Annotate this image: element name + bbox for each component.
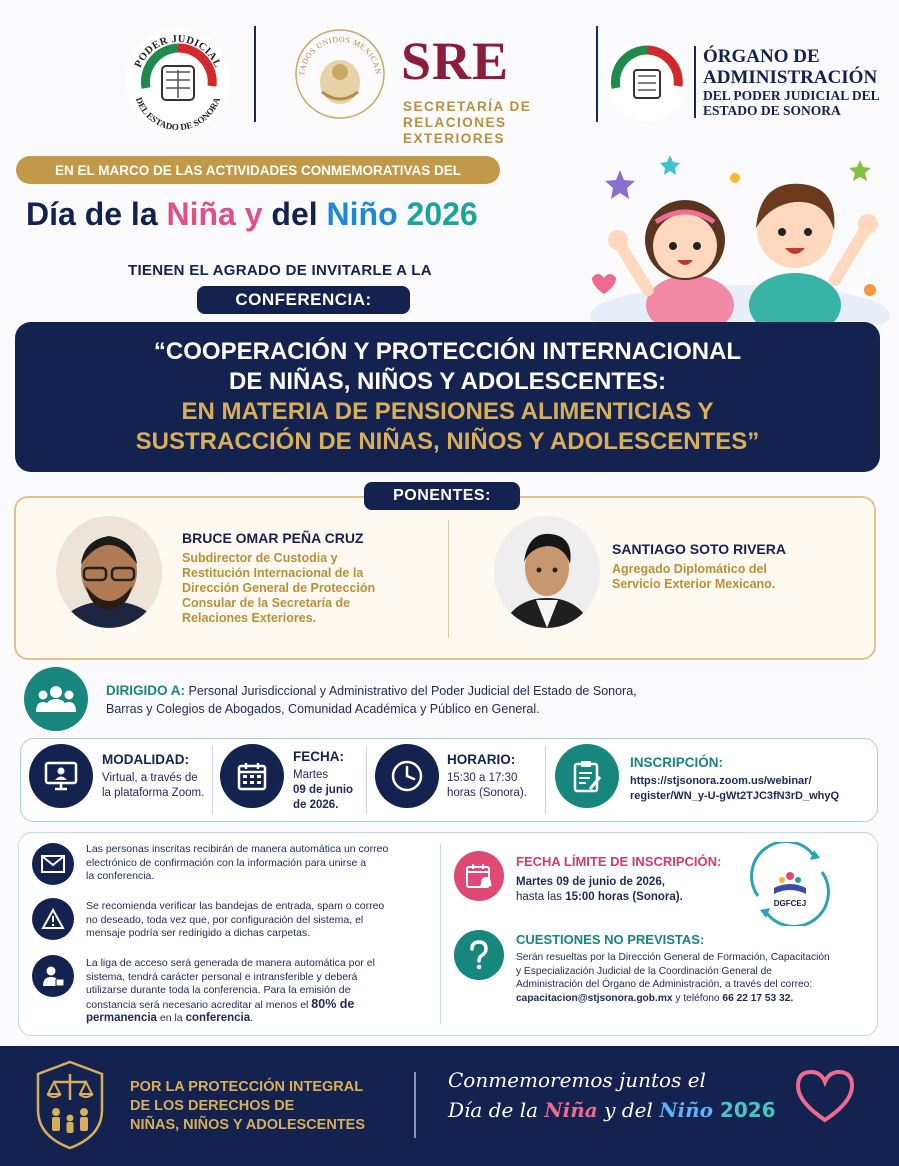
clipboard-icon (555, 744, 619, 808)
fecha-label: FECHA: (293, 749, 344, 764)
calendar-alarm-icon (454, 851, 504, 901)
organo-seal-logo (606, 40, 688, 122)
note-2-line2: no deseado, toda vez que, por configuración del sistema, el (86, 913, 364, 926)
deadline-section (516, 854, 738, 905)
footer-left-line2: DE LOS DERECHOS DE (130, 1098, 295, 1114)
event-title-del: del (271, 196, 327, 232)
deadline-line2-pre: hasta las (516, 891, 566, 903)
contact-phone: 66 22 17 53 32. (722, 992, 794, 1004)
audience-icon (24, 667, 88, 731)
pjes-seal-bottom-text: DEL ESTADO DE SONORA (133, 95, 223, 133)
event-title-year: 2026 (397, 196, 478, 232)
horario-line1: 15:30 a 17:30 (447, 772, 518, 784)
conference-title-line4: SUSTRACCIÓN DE NIÑAS, NIÑOS Y ADOLESCENTES” (135, 428, 760, 455)
deadline-line1: Martes 09 de junio de 2026, (516, 876, 665, 888)
note-3-line4-text: constancia será necesario acreditar al menos el (86, 998, 312, 1011)
details-divider (212, 746, 213, 814)
footer-right-text (448, 1068, 776, 1122)
footer-right-year: 2026 (712, 1098, 776, 1122)
monitor-icon (29, 744, 93, 808)
horario-line2: horas (Sonora). (447, 787, 527, 799)
cuestiones-line3: Administración del Órgano de Administración, a través del correo: (516, 979, 813, 990)
event-title-nina: Niña (166, 196, 236, 232)
sre-line-1: SECRETARÍA DE (403, 99, 532, 114)
speaker-1-info (182, 530, 422, 626)
registration-link-line1[interactable]: https://stjsonora.zoom.us/webinar/ (630, 775, 812, 787)
details-divider (545, 746, 546, 814)
envelope-icon (32, 843, 74, 885)
deadline-label: FECHA LÍMITE DE INSCRIPCIÓN: (516, 854, 722, 869)
note-3-line5-bold2: conferencia (185, 1012, 251, 1024)
fecha-line1: Martes (293, 769, 329, 781)
details-divider (366, 746, 367, 814)
note-3-line2: sistema, tendrá carácter personal e intransferible y deberá (86, 970, 358, 983)
event-title-part1: Día de la (26, 196, 167, 232)
speakers-label: PONENTES: (364, 482, 520, 510)
note-3-line5-mid: en la (156, 1012, 186, 1024)
speaker-2-name: SANTIAGO SOTO RIVERA (612, 541, 786, 557)
dirigido-label: DIRIGIDO A: (106, 683, 185, 698)
notes-divider (440, 844, 441, 1024)
cuestiones-section (516, 932, 872, 1005)
header-divider (254, 26, 256, 122)
org-divider (694, 46, 696, 118)
cuestiones-line1: Serán resueltas por la Dirección General de Formación, Capacitación (516, 952, 830, 963)
footer-right-line1: Conmemoremos juntos el (448, 1068, 706, 1092)
conference-title-line1: “COOPERACIÓN Y PROTECCIÓN INTERNACIONAL (153, 338, 742, 365)
pjes-seal-top-text: PODER JUDICIAL (133, 33, 223, 70)
speakers-divider (448, 520, 449, 638)
deadline-line2-bold: 15:00 horas (Sonora). (565, 891, 683, 903)
warning-icon (32, 898, 74, 940)
fecha-section (293, 749, 365, 813)
speaker-1-photo (56, 516, 162, 628)
footer-left-line3: NIÑAS, NIÑOS Y ADOLESCENTES (130, 1117, 365, 1133)
inscripcion-section (630, 755, 876, 804)
note-3-line1: La liga de acceso será generada de manera automática por el (86, 957, 375, 969)
modalidad-section (102, 752, 214, 801)
sre-line-2: RELACIONES (403, 115, 507, 130)
dirigido-line2: Barras y Colegios de Abogados, Comunidad Académica y Público en General. (106, 702, 540, 716)
event-title-y: y (235, 196, 272, 232)
note-3-line4-bold: 80% de (311, 996, 355, 1011)
footer-right-dia: Día de la (448, 1098, 545, 1122)
org-line-1: ÓRGANO DE (703, 46, 820, 67)
invite-text: TIENEN EL AGRADO DE INVITARLE A LA (128, 262, 432, 279)
speaker-1-role-line1: Subdirector de Custodia y (182, 551, 338, 565)
user-lock-icon (32, 955, 74, 997)
clock-icon (375, 744, 439, 808)
note-1-line1: Las personas inscritas recibirán de manera automática un correo (86, 843, 389, 855)
conference-label: CONFERENCIA: (197, 286, 410, 314)
event-title-nino: Niño (326, 196, 398, 232)
note-1-line3: la conferencia. (86, 870, 155, 882)
speaker-2-photo (494, 516, 600, 628)
sre-line-3: EXTERIORES (403, 131, 506, 146)
pjes-seal-logo (124, 26, 232, 134)
footer-right-ydel: y del (597, 1098, 660, 1122)
org-line-4: ESTADO DE SONORA (703, 103, 841, 118)
marco-banner: EN EL MARCO DE LAS ACTIVIDADES CONMEMORATIVAS DEL (16, 156, 500, 184)
dgfcej-logo-text: DGFCEJ (773, 899, 807, 908)
header-divider (596, 26, 598, 122)
note-1-line2: electrónico de confirmación con la información para unirse a (86, 856, 367, 869)
heart-icon (794, 1068, 856, 1126)
speaker-1-name: BRUCE OMAR PEÑA CRUZ (182, 530, 364, 546)
note-3-line5-end: . (250, 1012, 254, 1024)
note-3-line3: utilizarse durante toda la conferencia. Para la emisión de (86, 984, 351, 996)
conference-title-line2: DE NIÑAS, NIÑOS Y ADOLESCENTES: (229, 368, 666, 395)
note-2-line1: Se recomienda verificar las bandejas de entrada, spam o correo (86, 900, 385, 912)
dirigido-line1: Personal Jurisdiccional y Administrativo del Poder Judicial del Estado de Sonora, (188, 684, 637, 698)
footer-left-text (130, 1078, 365, 1135)
speaker-1-role-line2: Restitución Internacional de la (182, 566, 364, 580)
note-2 (86, 900, 426, 941)
mexico-coat-of-arms-logo (292, 26, 388, 122)
note-2-line3: mensaje podría ser redirigido a dichas carpetas. (86, 927, 311, 939)
question-icon (454, 930, 504, 980)
footer-divider (414, 1072, 416, 1138)
dgfcej-logo (744, 842, 836, 926)
note-1 (86, 843, 426, 884)
fecha-line3: de 2026. (293, 799, 339, 811)
speaker-2-role-line2: Servicio Exterior Mexicano. (612, 577, 776, 591)
horario-section (447, 752, 545, 801)
cuestiones-line2: y Especialización Judicial de la Coordinación General de (516, 965, 772, 977)
footer-right-nino: Niño (659, 1098, 713, 1122)
footer-left-line1: POR LA PROTECCIÓN INTEGRAL (130, 1079, 364, 1095)
mexico-seal-text: TADOS UNIDOS MEXICAN (297, 34, 383, 77)
sre-logo: SRE (401, 31, 510, 91)
children-illustration (580, 150, 890, 325)
conference-title-box (15, 322, 880, 472)
org-line-3: DEL PODER JUDICIAL DEL (703, 88, 880, 103)
calendar-icon (220, 744, 284, 808)
dirigido-section (106, 682, 886, 718)
contact-email[interactable]: capacitacion@stjsonora.gob.mx (516, 992, 673, 1004)
modalidad-line2: la plataforma Zoom. (102, 787, 205, 799)
sre-subtitle (403, 99, 531, 147)
cuestiones-mid: y teléfono (672, 992, 723, 1004)
event-title (26, 196, 478, 233)
header (0, 0, 899, 150)
conference-title-line3: EN MATERIA DE PENSIONES ALIMENTICIAS Y (181, 398, 714, 425)
note-3-line5-bold1: permanencia (86, 1012, 157, 1024)
justice-scales-family-icon (34, 1060, 106, 1150)
speaker-2-info (612, 541, 852, 592)
cuestiones-label: CUESTIONES NO PREVISTAS: (516, 932, 705, 947)
fecha-line2: 09 de junio (293, 784, 354, 796)
speaker-2-role-line1: Agregado Diplomático del (612, 562, 767, 576)
speaker-1-role-line4: Consular de la Secretaría de (182, 596, 351, 610)
organo-title (703, 46, 880, 118)
horario-label: HORARIO: (447, 752, 516, 767)
inscripcion-label: INSCRIPCIÓN: (630, 755, 724, 770)
org-line-2: ADMINISTRACIÓN (703, 67, 878, 88)
speaker-1-role-line5: Relaciones Exteriores. (182, 611, 317, 625)
modalidad-label: MODALIDAD: (102, 752, 189, 767)
speaker-1-role-line3: Dirección General de Protección (182, 581, 376, 595)
footer-right-nina: Niña (544, 1098, 598, 1122)
note-3 (86, 957, 426, 1026)
registration-link-line2[interactable]: register/WN_y-U-gWt2TJC3fN3rD_whyQ (630, 790, 840, 802)
modalidad-line1: Virtual, a través de (102, 772, 198, 784)
